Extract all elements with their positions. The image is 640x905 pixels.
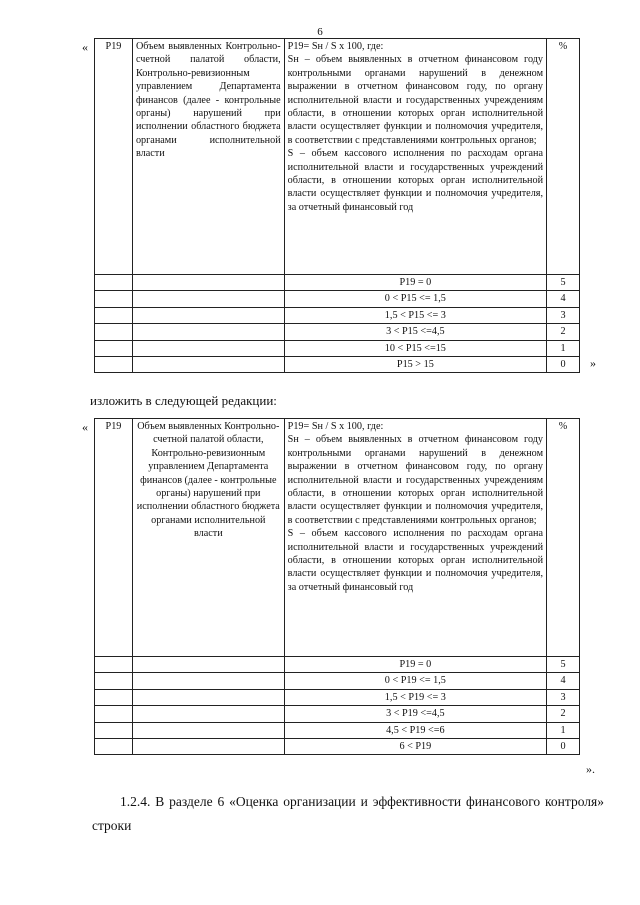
close-quote: » bbox=[590, 356, 596, 370]
table-row bbox=[95, 706, 580, 722]
close-quote: ». bbox=[586, 762, 595, 776]
indicator-name: Объем выявленных Контрольно-счетной палатой области, Контрольно-ревизионным управлением Департамента финансов (далее - контрольные органы) нарушений при исполнении областного бюджета органами исполнительной власти bbox=[132, 419, 284, 657]
indicator-formula-cell bbox=[284, 419, 546, 657]
condition: P15 > 15 bbox=[284, 357, 546, 373]
condition: 3 < P19 <=4,5 bbox=[284, 706, 546, 722]
table-row bbox=[95, 657, 580, 673]
score: 5 bbox=[547, 657, 580, 673]
score: 1 bbox=[547, 722, 580, 738]
condition: 1,5 < P19 <= 3 bbox=[284, 689, 546, 705]
open-quote: « bbox=[82, 40, 88, 54]
table-row bbox=[95, 739, 580, 755]
score: 0 bbox=[547, 357, 580, 373]
score: 3 bbox=[547, 307, 580, 323]
score: 2 bbox=[547, 324, 580, 340]
indicator-name: Объем выявленных Контрольно-счетной палатой области, Контрольно-ревизионным управлением Департамента финансов (далее - контрольные органы) нарушений при исполнении областного бюджета органами исполнительной власти bbox=[132, 39, 284, 275]
condition: P19 = 0 bbox=[284, 275, 546, 291]
indicator-code: P19 bbox=[95, 39, 133, 275]
final-paragraph: 1.2.4. В разделе 6 «Оценка организации и эффективности финансового контроля» строки bbox=[92, 794, 604, 833]
definition-sn: Sн – объем выявленных в отчетном финансовом году контрольными органами нарушений в денежном выражении в отчетном финансовом году, по органу исполнительной власти и государственных учреждениям области, в отношении которых орган исполнительной власти осуществляет функции и полномочия учредителя, в соответствии с представлениями контрольных органов; bbox=[287, 54, 544, 146]
table-row bbox=[95, 689, 580, 705]
table-row bbox=[95, 419, 580, 657]
indicator-code: P19 bbox=[95, 419, 133, 657]
score: 0 bbox=[547, 739, 580, 755]
condition: 0 < P15 <= 1,5 bbox=[284, 291, 546, 307]
table-row bbox=[95, 722, 580, 738]
definition-sn: Sн – объем выявленных в отчетном финансовом году контрольными органами нарушений в денежном выражении в отчетном финансовом году, по органу исполнительной власти и государственных учреждениям области, в отношении которых орган исполнительной власти осуществляет функции и полномочия учредителя, в соответствии с представлениями контрольных органов; bbox=[287, 434, 544, 526]
score: 1 bbox=[547, 340, 580, 356]
indicator-formula-cell bbox=[284, 39, 546, 275]
table-row bbox=[95, 291, 580, 307]
table-row bbox=[95, 340, 580, 356]
table-row bbox=[95, 307, 580, 323]
page-number: 6 bbox=[317, 26, 323, 38]
table-row bbox=[95, 275, 580, 291]
unit: % bbox=[547, 39, 580, 275]
condition: 0 < P19 <= 1,5 bbox=[284, 673, 546, 689]
condition: 3 < P15 <=4,5 bbox=[284, 324, 546, 340]
indicator-table-new bbox=[94, 418, 580, 755]
formula: P19= Sн / S x 100, где: bbox=[287, 421, 384, 432]
condition: 1,5 < P15 <= 3 bbox=[284, 307, 546, 323]
table-row bbox=[95, 673, 580, 689]
indicator-table-old bbox=[94, 38, 580, 373]
condition: 10 < P15 <=15 bbox=[284, 340, 546, 356]
score: 4 bbox=[547, 673, 580, 689]
table-row bbox=[95, 39, 580, 275]
score: 4 bbox=[547, 291, 580, 307]
formula: P19= Sн / S x 100, где: bbox=[287, 41, 384, 52]
condition: 6 < P19 bbox=[284, 739, 546, 755]
condition: P19 = 0 bbox=[284, 657, 546, 673]
score: 3 bbox=[547, 689, 580, 705]
score: 2 bbox=[547, 706, 580, 722]
instruction-text: изложить в следующей редакции: bbox=[90, 393, 277, 408]
table-row bbox=[95, 357, 580, 373]
table-row bbox=[95, 324, 580, 340]
unit: % bbox=[547, 419, 580, 657]
definition-s: S – объем кассового исполнения по расходам органа исполнительной власти и государственных учреждений области, в отношении которых орган исполнительной власти осуществляет функции и полномочия учредителя, за отчетный финансовый год bbox=[287, 528, 544, 593]
open-quote: « bbox=[82, 420, 88, 434]
definition-s: S – объем кассового исполнения по расходам органа исполнительной власти и государственных учреждений области, в отношении которых орган исполнительной власти осуществляет функции и полномочия учредителя, за отчетный финансовый год bbox=[287, 148, 544, 213]
score: 5 bbox=[547, 275, 580, 291]
condition: 4,5 < P19 <=6 bbox=[284, 722, 546, 738]
